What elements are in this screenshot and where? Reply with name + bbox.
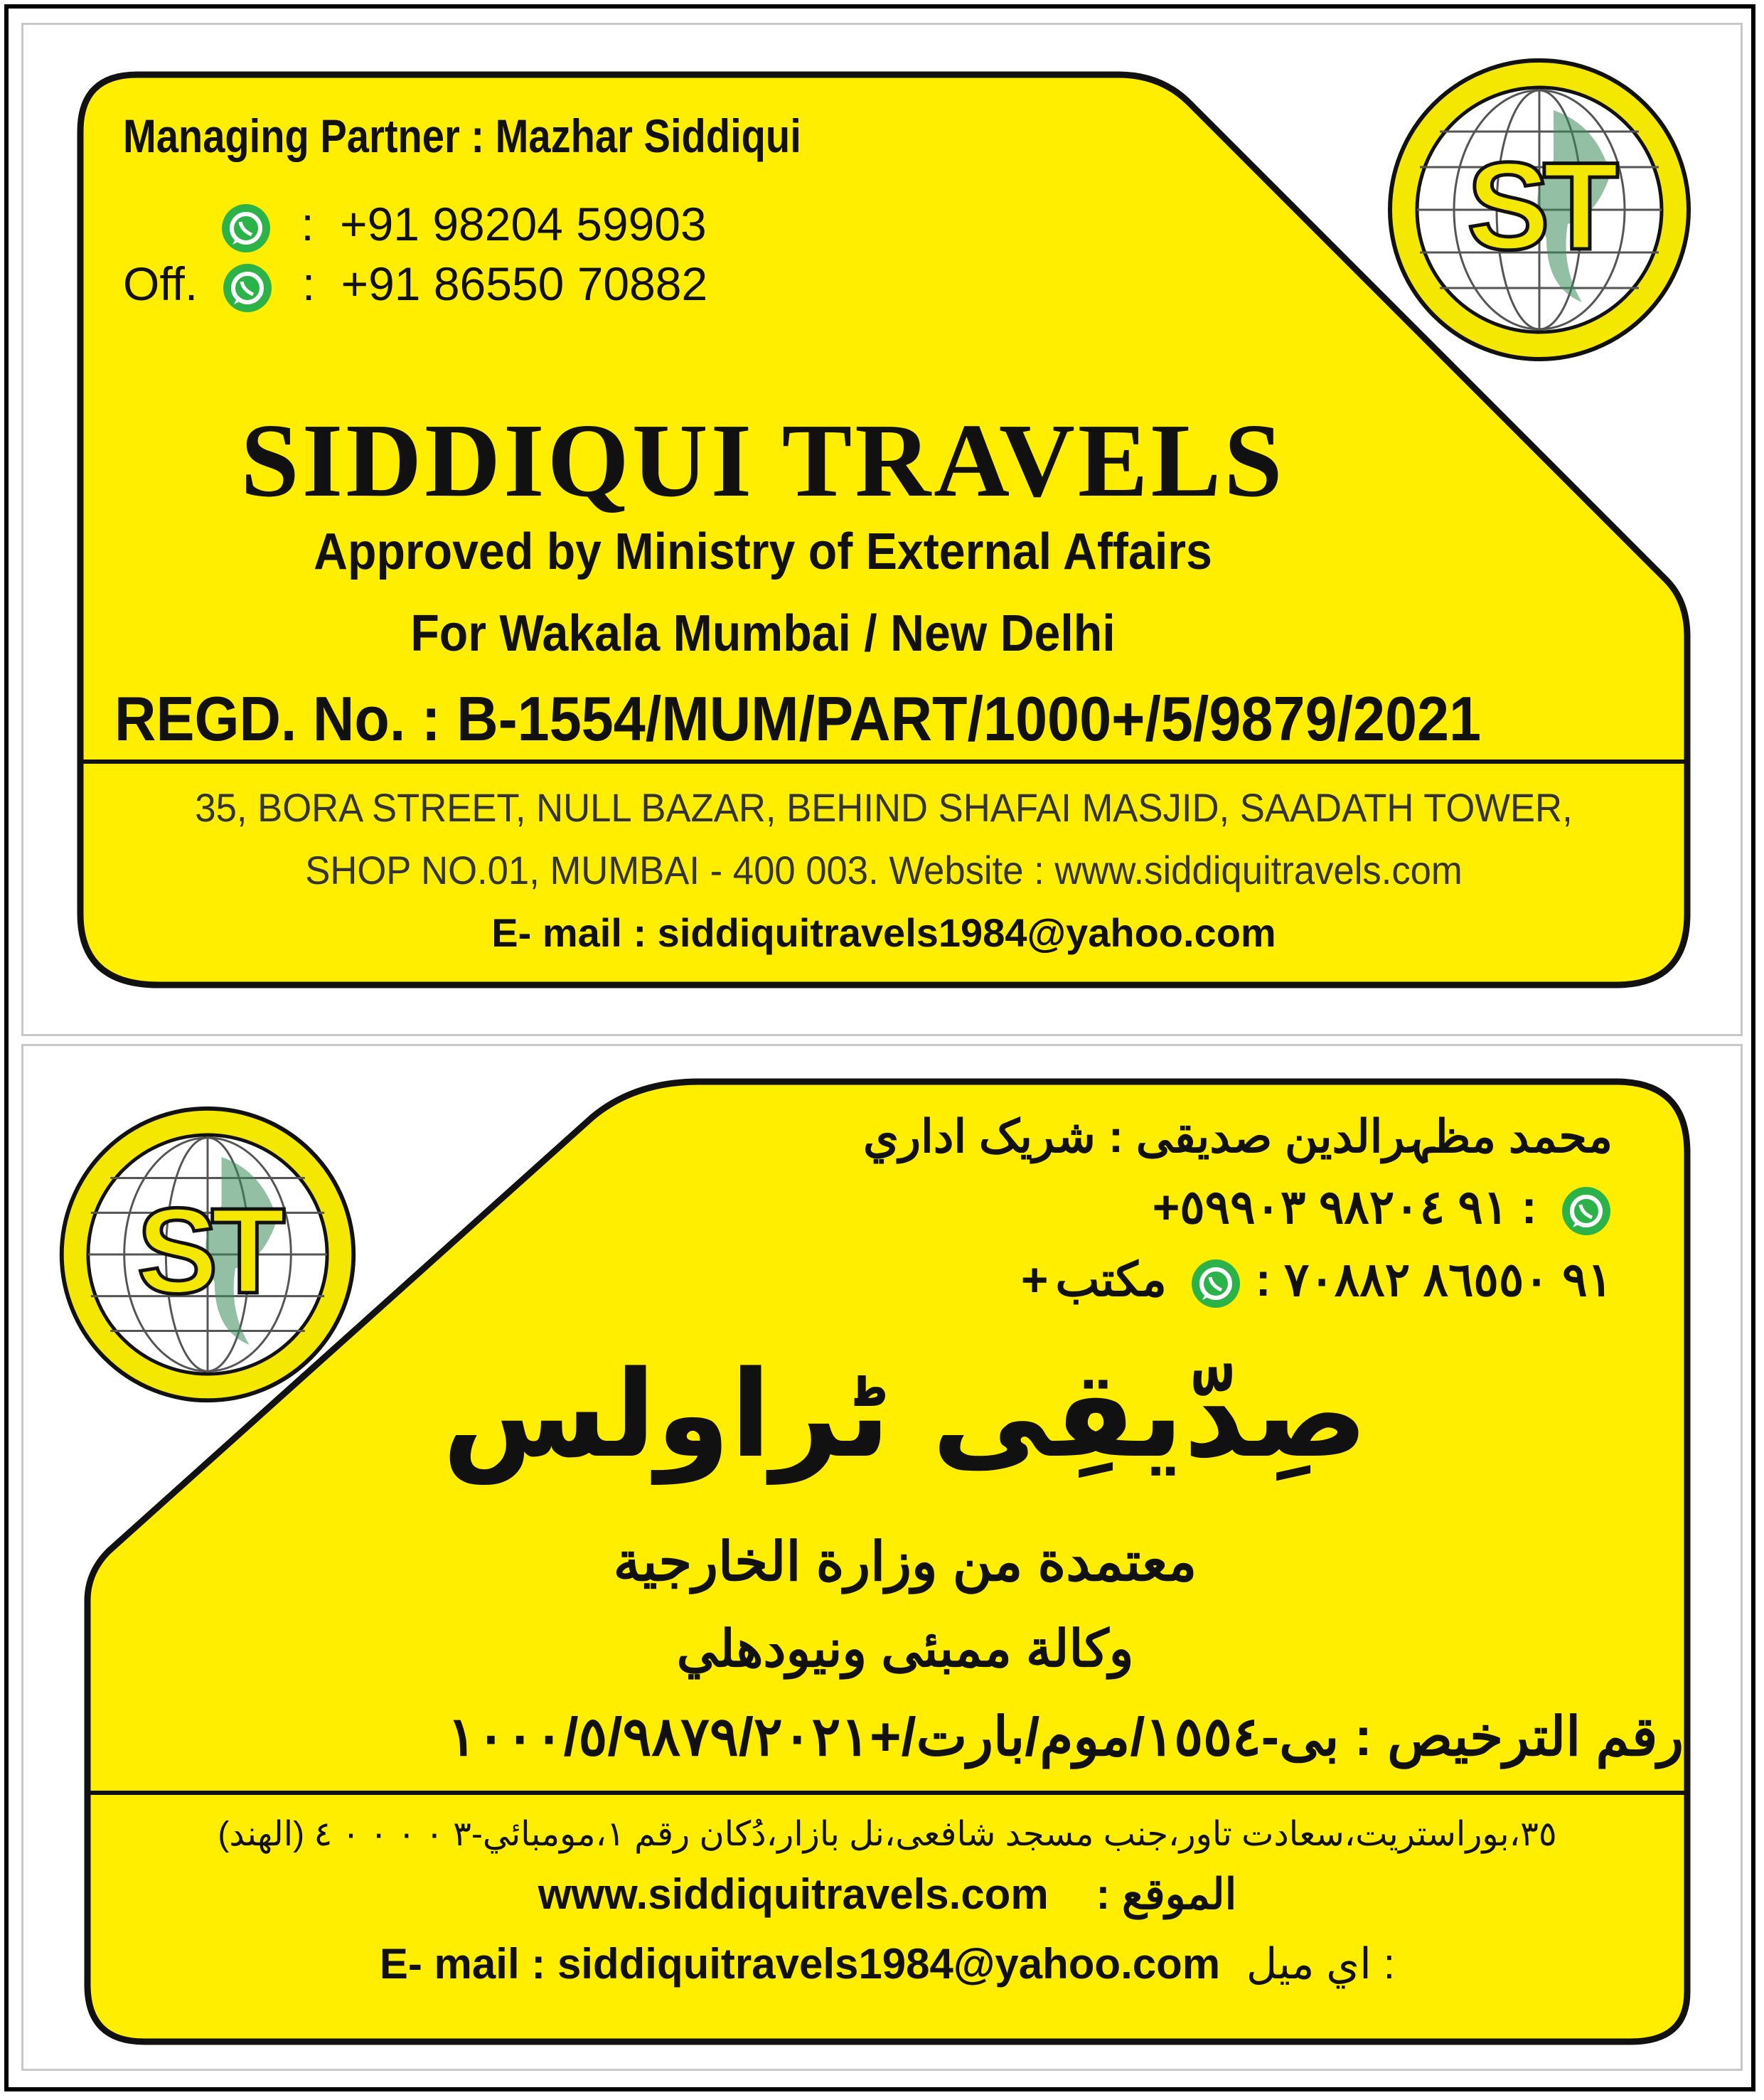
back-office-label: مکتب — [1055, 1253, 1167, 1306]
office-prefix: Off. — [123, 257, 198, 310]
back-office-row — [1021, 1252, 1613, 1310]
back-email-label: : اي ميل — [1246, 1940, 1396, 1988]
whatsapp-icon — [1560, 1185, 1613, 1237]
back-logo-text: ST — [137, 1183, 279, 1319]
front-globe-logo-icon — [1383, 53, 1696, 366]
back-office-number: +٩١ ٨٦٥٥٠ ٧٠٨٨٢ : — [1020, 1253, 1613, 1306]
wakala-line: For Wakala Mumbai / New Delhi — [410, 605, 1116, 662]
back-address: ٣٥،بوراستریت،سعادت تاور،جنب مسجد شافعی،نل بازار،دُکان رقم ١،مومبائي-٣ ٠ ٠ ٠ ٠ ٤ (الهند) — [218, 1816, 1557, 1853]
back-globe-logo-icon — [55, 1102, 360, 1407]
registration-number: REGD. No. : B-1554/MUM/PART/1000+/5/9879/2021 — [114, 683, 1482, 754]
back-partner: محمد مظہرالدین صدیقی : شریک اداري — [863, 1111, 1613, 1162]
office-row — [123, 257, 707, 314]
back-website: www.siddiquitravels.com — [538, 1870, 1049, 1918]
front-logo-text: ST — [1467, 137, 1612, 276]
back-email-row — [89, 1939, 1686, 1989]
whatsapp-icon — [221, 262, 274, 314]
office-colon: : — [301, 257, 316, 310]
back-approved-by: معتمدة من وزارة الخارجية — [613, 1532, 1197, 1592]
company-name: SIDDIQUI TRAVELS — [240, 403, 1285, 519]
back-website-label: الموقع : — [1096, 1870, 1237, 1918]
mobile-number: +91 98204 59903 — [340, 198, 707, 250]
back-card-panel — [21, 1044, 1743, 2071]
email: E- mail : siddiquitravels1984@yahoo.com — [491, 910, 1276, 955]
office-number: +91 86550 70882 — [341, 257, 708, 310]
back-email: E- mail : siddiquitravels1984@yahoo.com — [379, 1940, 1221, 1988]
whatsapp-icon — [220, 202, 272, 255]
front-card-panel — [21, 23, 1743, 1036]
managing-partner: Managing Partner : Mazhar Siddiqui — [123, 110, 801, 162]
back-registration-number: رقم الترخيص : بی-١٥٥٤/موم/بارت/+١٠٠٠/٥/٩٨٧٩/٢٠٢١ — [447, 1707, 1684, 1767]
back-mobile-number: +٩١ ٩٨٢٠٤ ٥٩٩٠٣ : — [1152, 1180, 1537, 1233]
address-line-1: 35, BORA STREET, NULL BAZAR, BEHIND SHAFAI MASJID, SAADATH TOWER, — [195, 785, 1573, 830]
back-mobile-row — [1153, 1180, 1613, 1237]
mobile-row — [220, 197, 707, 255]
back-company-name: صِدّیقِی ٹراولس — [442, 1345, 1368, 1484]
address-line-2: SHOP NO.01, MUMBAI - 400 003. Website : www.siddiquitravels.com — [305, 848, 1463, 892]
approved-by: Approved by Ministry of External Affairs — [314, 523, 1212, 580]
whatsapp-icon — [1190, 1257, 1242, 1310]
back-website-row — [89, 1870, 1686, 1919]
back-wakala-line: وكالة ممبئی ونيودهلي — [676, 1621, 1134, 1678]
mobile-colon: : — [301, 198, 314, 250]
